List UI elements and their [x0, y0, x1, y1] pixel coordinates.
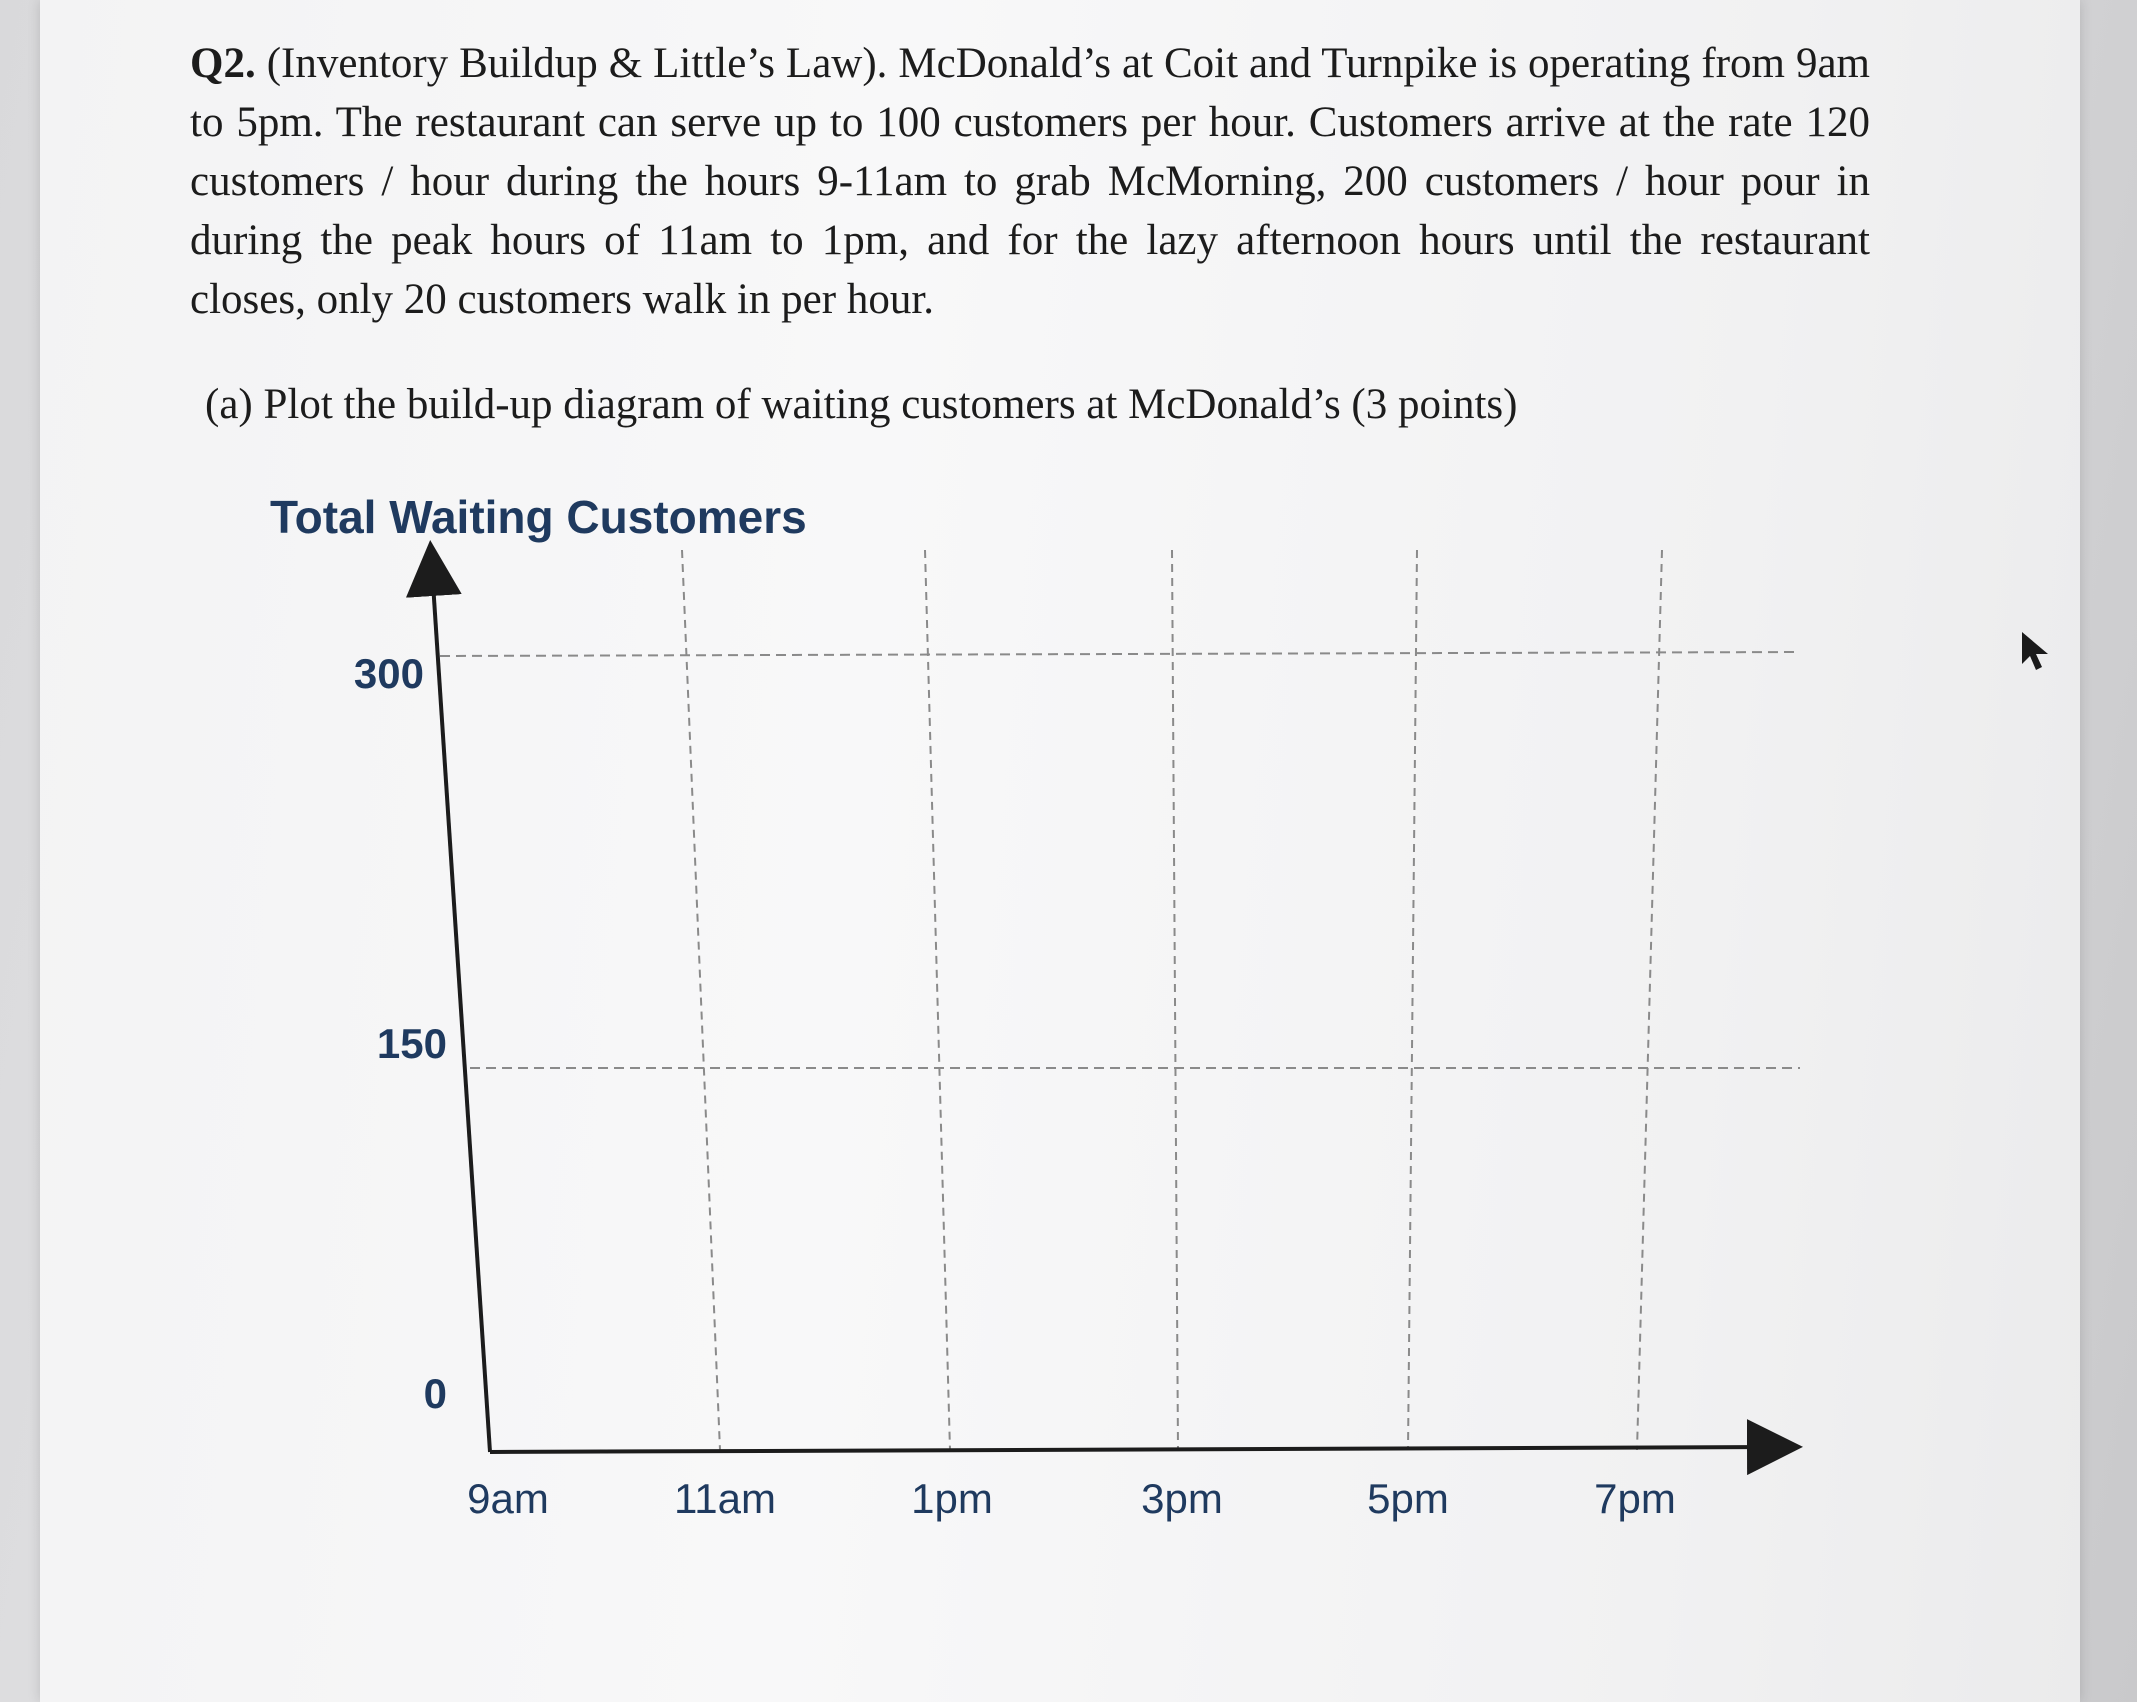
h-gridline-300	[440, 652, 1800, 656]
mouse-cursor-icon	[2018, 628, 2058, 674]
y-tick-label: 150	[376, 1020, 447, 1067]
x-tick-label: 11am	[674, 1475, 776, 1522]
x-tick-labels	[467, 1475, 1676, 1522]
v-gridline-3pm	[1172, 550, 1178, 1450]
x-tick-label: 1pm	[911, 1475, 993, 1522]
part-a-prompt: (a) Plot the build-up diagram of waiting customers at McDonald’s (3 points)	[205, 381, 1518, 428]
x-tick-label: 5pm	[1367, 1475, 1449, 1522]
y-tick-labels	[354, 650, 447, 1417]
v-gridline-1pm	[925, 550, 950, 1450]
y-axis	[432, 568, 490, 1452]
x-axis	[490, 1447, 1775, 1452]
v-gridline-7pm	[1637, 550, 1662, 1450]
question-number: Q2.	[190, 40, 256, 87]
v-gridline-5pm	[1408, 550, 1417, 1450]
v-gridline-11am	[682, 550, 720, 1450]
chart-title: Total Waiting Customers	[270, 491, 807, 543]
x-tick-label: 3pm	[1141, 1475, 1223, 1522]
y-tick-label: 0	[423, 1370, 447, 1417]
axis-layer	[432, 568, 1775, 1452]
x-tick-label: 7pm	[1594, 1475, 1676, 1522]
question-body: (Inventory Buildup & Little’s Law). McDonald’s at Coit and Turnpike is operating from 9am to 5pm. The restaurant can serve up to 100 customers per hour. Customers arrive at the rate 120 customers / hour during the hours 9-11am to grab McMorning, 200 customers / hour pour in during the peak hours of 11am to 1pm, and for the lazy afternoon hours until the restaurant closes, only 20 customers walk in per hour.	[190, 40, 1871, 323]
grid-layer	[440, 550, 1800, 1450]
y-tick-label: 300	[353, 650, 424, 697]
x-tick-label: 9am	[467, 1475, 549, 1522]
